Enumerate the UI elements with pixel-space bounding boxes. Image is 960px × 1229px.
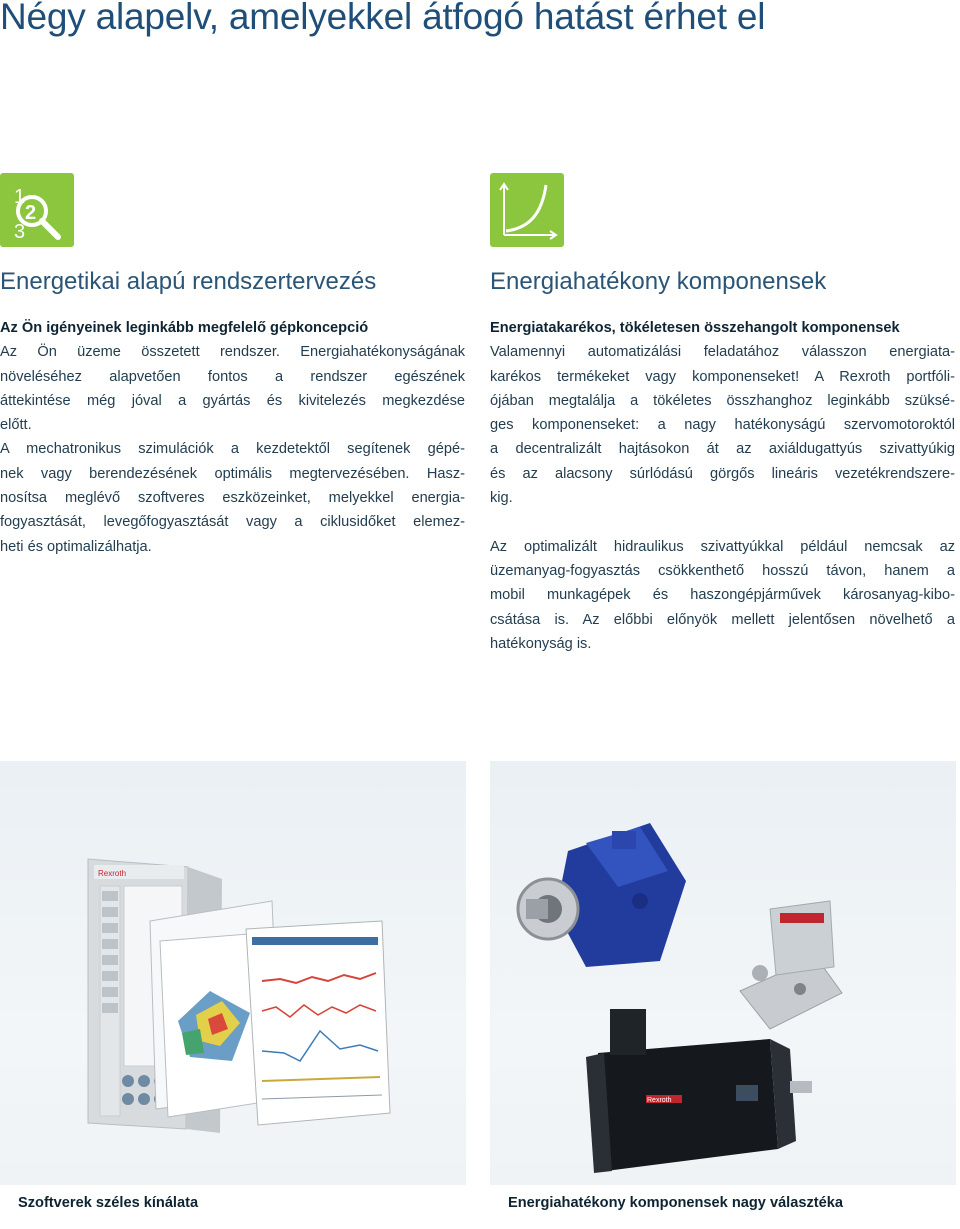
- magnifier-numbers-icon: [0, 173, 74, 247]
- software-screens-photo: [0, 761, 466, 1225]
- text-line: és az alacsony súrlódású görgős lineáris vezetékrendszere-: [490, 465, 955, 482]
- text-line: ges komponenseket: a nagy hatékonyságú szervomotoroktól: [490, 417, 955, 434]
- text-line: kig.: [490, 490, 513, 507]
- right-section-title: Energiahatékony komponensek: [490, 268, 827, 295]
- left-column-text: [0, 316, 465, 559]
- left-paragraph-2: [0, 437, 465, 558]
- right-paragraph-2: [490, 535, 955, 656]
- left-section-title: Energetikai alapú rendszertervezés: [0, 268, 377, 295]
- text-line: nek vagy berendezésének optimális megtervezésében. Hasz-: [0, 465, 465, 482]
- left-photo-caption: Szoftverek széles kínálata: [0, 1185, 466, 1225]
- svg-text:3: 3: [14, 221, 26, 243]
- brand-mark: Rexroth: [647, 1097, 672, 1104]
- chart-sheet: [246, 921, 390, 1125]
- right-lead: Energiatakarékos, tökéletesen összehangolt komponensek: [490, 320, 900, 336]
- hydraulic-pump: [518, 823, 686, 967]
- servo-motor: [586, 1009, 812, 1173]
- text-line: karékos termékeket vagy komponenseket! A Rexroth portfóli-: [490, 368, 955, 385]
- page-headline: Négy alapelv, amelyekkel átfogó hatást érhet el: [0, 0, 766, 37]
- text-line: nosítsa meglévő szoftveres eszközeinket, melyekkel energia-: [0, 490, 465, 507]
- right-paragraph-1: [490, 340, 955, 510]
- text-line: előtt.: [0, 417, 32, 434]
- text-line: hatékonyság is.: [490, 635, 592, 652]
- text-line: fogyasztását, levegőfogyasztását vagy a ciklusidőket elemez-: [0, 514, 465, 531]
- text-line: Az optimalizált hidraulikus szivattyúkkal például nemcsak az: [490, 538, 955, 555]
- right-photo-caption: Energiahatékony komponensek nagy választéka: [490, 1185, 956, 1225]
- left-paragraph-1: [0, 340, 465, 437]
- brand-mark: Rexroth: [98, 869, 127, 878]
- text-line: áttekintése még jóval a gyártás és kivitelezés megkezdése: [0, 392, 465, 409]
- svg-text:2: 2: [25, 202, 37, 224]
- text-line: üzemanyag-fogyasztás csökkenthető hosszú távon, hanem a: [490, 562, 955, 579]
- text-line: csátása is. Az előbbi előnyök mellett jelentősen növelhető a: [490, 611, 955, 628]
- text-line: heti és optimalizálhatja.: [0, 538, 152, 555]
- text-line: a decentralizált hajtásokon át az axiáldugattyús szivattyúkig: [490, 441, 955, 458]
- text-line: mobil munkagépek és haszongépjárművek károsanyag-kibo-: [490, 587, 955, 604]
- text-line: ójában megtalálja a tökéletes összhanghoz leginkább szüksé-: [490, 392, 955, 409]
- text-line: Az Ön üzeme összetett rendszer. Energiahatékonyságának: [0, 344, 465, 361]
- components-photo: [490, 761, 956, 1225]
- left-lead: Az Ön igényeinek leginkább megfelelő gépkoncepció: [0, 320, 369, 336]
- svg-text:1: 1: [14, 186, 26, 208]
- pressure-sensor: [740, 901, 842, 1029]
- efficiency-curve-icon: [490, 173, 564, 247]
- text-line: növeléséhez alapvetően fontos a rendszer egészének: [0, 368, 465, 385]
- right-column-text: [490, 316, 955, 656]
- text-line: A mechatronikus szimulációk a kezdetektől segítenek gépé-: [0, 441, 465, 458]
- text-line: Valamennyi automatizálási feladatához válasszon energiata-: [490, 344, 955, 361]
